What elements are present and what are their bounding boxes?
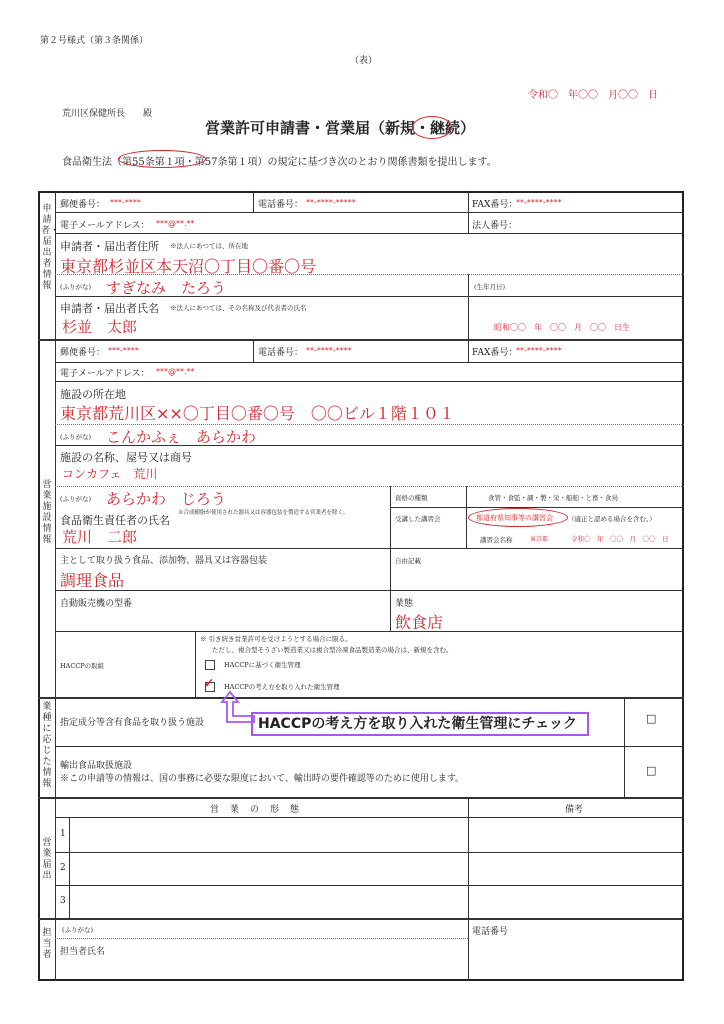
facility-email-field[interactable]: ***@**.** [156,367,195,376]
divider [38,918,684,920]
notification-row-number: 1 [60,829,66,839]
applicant-name-field[interactable]: 杉並 太郎 [62,318,138,336]
remarks-header: 備考 [565,805,584,815]
business-form-label: 業態 [395,599,414,609]
applicant-email-label: 電子メールアドレス： [60,221,150,231]
divider [55,486,684,487]
applicant-phone-field[interactable]: **-****-***** [306,198,356,207]
applicant-fax-label: FAX番号： [472,200,518,210]
applicant-email-field[interactable]: ***@**.** [156,219,195,228]
applicant-postal-field[interactable]: ***-**** [110,198,141,207]
manager-note: ※合成樹脂が使用された器具又は容器包装を製造する営業者を除く。 [178,510,349,516]
designated-ingredients-checkbox[interactable]: □ [646,712,657,725]
facility-furigana-label: (ふりがな) [60,433,92,441]
facility-fax-field[interactable]: **-****-**** [516,346,562,355]
divider [55,233,684,234]
free-entry-label: 自由記載 [395,557,421,565]
designated-ingredients-label: 指定成分等含有食品を取り扱う施設 [60,718,205,728]
facility-name-label: 施設の名称、屋号又は商号 [60,451,192,464]
divider [468,797,469,918]
page-title: 営業許可申請書・営業届（新規・継続） [205,119,476,137]
applicant-section-label: 申請者・届出者情報 [41,204,60,291]
contact-phone-label: 電話番号 [472,927,509,937]
haccp-note-2: ただし、複合型そうざい製造業又は複合型冷凍食品製造業の場合は、新規を含む。 [212,646,453,654]
addressee: 荒川区保健所長 殿 [62,109,153,119]
applicant-address-note: ※法人にあつては、所在地 [170,242,248,250]
divider [55,938,468,939]
applicant-phone-label: 電話番号： [258,200,304,210]
divider [55,817,684,818]
export-facility-checkbox[interactable]: □ [646,764,657,777]
side-label: （表） [350,56,378,66]
divider [38,797,684,799]
birth-date-label: (生年月日) [474,283,506,291]
divider [468,274,469,339]
divider [55,381,684,382]
divider [55,631,684,632]
business-form-header: 営 業 の 形 態 [210,805,301,815]
divider [55,424,684,425]
divider [55,590,684,591]
divider [38,697,684,699]
facility-phone-field[interactable]: **-****-**** [306,346,352,355]
applicant-postal-label: 郵便番号： [60,200,106,210]
contact-section-label: 担当者 [42,928,52,960]
course-name-label: 講習会名称 [480,536,513,544]
manager-name-label: 食品衛生責任者の氏名 [60,514,170,527]
facility-postal-label: 郵便番号： [60,348,106,358]
applicant-address-field[interactable]: 東京都杉並区本天沼〇丁目〇番〇号 [60,257,317,276]
notification-row-number: 2 [60,863,66,873]
divider [55,852,684,853]
haccp-label: HACCPの取組 [60,662,105,670]
business-form-field[interactable]: 飲食店 [395,613,444,632]
food-field[interactable]: 調理食品 [60,571,125,590]
course-note: （適正と認める場合を含む。） [568,515,656,523]
food-label: 主として取り扱う食品、添加物、器具又は容器包装 [60,556,268,566]
divider [253,339,254,362]
applicant-address-label: 申請者・届出者住所 [60,240,159,253]
applicant-name-label: 申請者・届出者氏名 [60,302,159,315]
manager-furigana-label: (ふりがな) [60,495,92,503]
divider [55,212,684,213]
divider [38,339,684,341]
haccp-option-2-label: HACCPの考え方を取り入れた衛生管理 [224,683,340,691]
divider [55,885,684,886]
form-number: 第２号様式（第３条関係） [40,36,149,46]
notification-section-label: 営業届出 [42,838,52,881]
divider [390,486,391,631]
course-field[interactable]: 都道府県知事等の講習会 [476,514,553,522]
divider [55,746,684,747]
divider [468,339,469,362]
course-circle-mark [468,508,568,527]
business-type-section-label: 業種に応じた情報 [42,702,52,789]
divider [468,918,469,981]
facility-location-label: 施設の所在地 [60,388,126,401]
export-facility-label: 輸出食品取扱施設 [60,761,133,771]
export-facility-note: ※この申請等の情報は、国の事務に必要な限度において、輸出時の要件確認等のために使用します。 [60,774,465,784]
divider [253,191,254,212]
divider [55,362,684,363]
applicant-furigana-field[interactable]: すぎなみ たろう [106,279,227,297]
course-name-field[interactable]: 東京都 [530,536,549,543]
haccp-note-1: ※ 引き続き営業許可を受けようとする場合に限る。 [200,635,352,643]
contact-name-label: 担当者氏名 [60,947,106,957]
applicant-furigana-label: (ふりがな) [60,283,92,291]
haccp-option-1-checkbox[interactable] [205,660,215,670]
manager-furigana-field[interactable]: あらかわ じろう [106,490,227,508]
notification-row-number: 3 [60,896,66,906]
divider [195,631,196,697]
facility-name-field[interactable]: コンカフェ 荒川 [62,467,158,481]
manager-name-field[interactable]: 荒川 二郎 [62,528,138,546]
divider [55,548,684,549]
divider [624,697,625,797]
haccp-option-1-label: HACCPに基づく衛生管理 [224,661,301,669]
qualification-options[interactable]: 食管・食監・調・製・栄・船舶・と畜・食鳥 [488,494,618,502]
facility-location-field[interactable]: 東京都荒川区××〇丁目〇番〇号 〇〇ビル１階１０１ [60,404,455,423]
applicant-fax-field[interactable]: **-****-**** [516,198,562,207]
label-column-divider [55,191,56,981]
facility-furigana-field[interactable]: こんかふぇ あらかわ [106,428,257,446]
divider [466,486,467,548]
course-date-field[interactable]: 令和〇 年 〇〇 月 〇〇 日 [571,535,669,543]
contact-furigana-label: (ふりがな) [62,926,94,934]
callout-box: HACCPの考え方を取り入れた衛生管理にチェック [251,712,589,736]
submission-date: 令和〇 年〇〇 月〇〇 日 [528,90,658,101]
applicant-name-note: ※法人にあつては、その名称及び代表者の氏名 [170,304,307,312]
facility-email-label: 電子メールアドレス： [60,369,150,379]
applicant-corp-number-label: 法人番号： [472,221,518,231]
lead-text: 食品衛生法（第55条第１項・第57条第１項）の規定に基づき次のとおり関係書類を提出します。 [62,157,497,168]
vending-label: 自動販売機の型番 [60,599,133,609]
course-label: 受講した講習会 [395,515,441,523]
facility-postal-field[interactable]: ***-**** [108,346,139,355]
divider [69,817,70,918]
divider [468,191,469,233]
qualification-label: 資格の種類 [395,494,428,502]
facility-section-label: 営業施設情報 [42,480,52,545]
facility-fax-label: FAX番号： [472,348,518,358]
birth-date-field[interactable]: 昭和〇〇 年 〇〇 月 〇〇 日生 [494,323,630,332]
haccp-check-mark: ✓ [204,676,215,690]
facility-phone-label: 電話番号： [258,348,304,358]
new-circle-mark [412,116,452,139]
article-circle-mark [118,150,206,168]
